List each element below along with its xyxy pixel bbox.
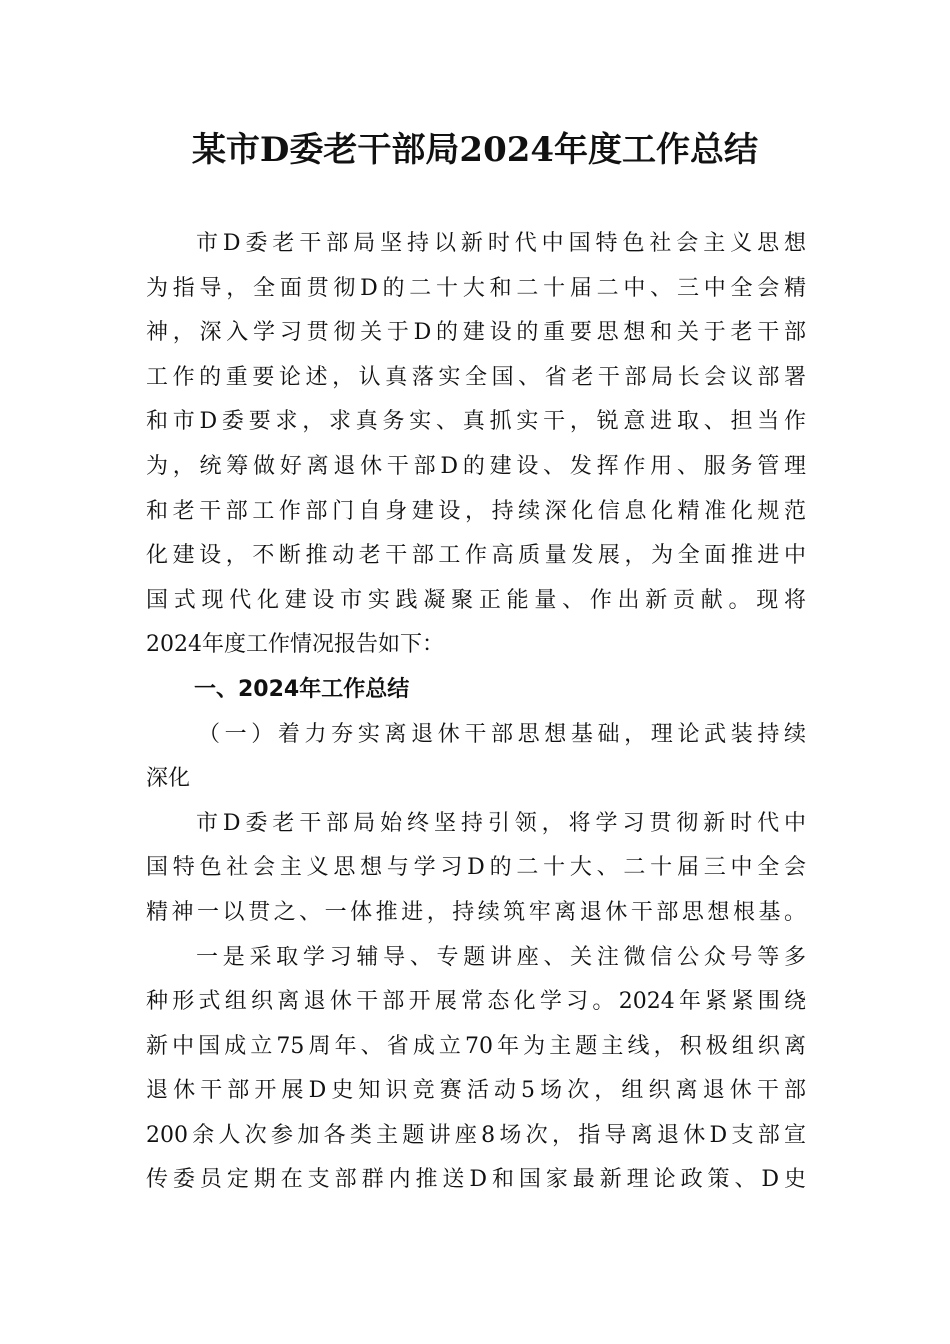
text-line: 市D委老干部局始终坚持引领，将学习贯彻新时代中 <box>196 810 806 836</box>
document-title: 某市D委老干部局2024年度工作总结 <box>191 130 759 170</box>
text-line: 2024年度工作情况报告如下： <box>146 632 444 658</box>
text-line: 工作的重要论述，认真落实全国、省老干部局长会议部署 <box>146 364 806 390</box>
text-line: 神，深入学习贯彻关于D的建设的重要思想和关于老干部 <box>146 320 806 346</box>
text-line: 国特色社会主义思想与学习D的二十大、二十届三中全会 <box>146 855 806 881</box>
intro-paragraph <box>146 222 806 668</box>
text-line: 精神一以贯之、一体推进，持续筑牢离退休干部思想根基。 <box>146 899 806 925</box>
text-line: 和市D委要求，求真务实、真抓实干，锐意进取、担当作 <box>146 409 806 435</box>
text-line: 退休干部开展D史知识竞赛活动5场次，组织离退休干部 <box>146 1078 806 1104</box>
text-line: 200余人次参加各类主题讲座8场次，指导离退休D支部宣 <box>146 1122 806 1148</box>
text-line: 为指导，全面贯彻D的二十大和二十届二中、三中全会精 <box>146 275 806 301</box>
text-line: 市D委老干部局坚持以新时代中国特色社会主义思想 <box>196 231 806 256</box>
text-line: 新中国成立75周年、省成立70年为主题主线，积极组织离 <box>146 1033 806 1059</box>
section-heading: 一、2024年工作总结 <box>194 676 410 702</box>
text-line: （一）着力夯实离退休干部思想基础，理论武装持续 <box>198 721 806 747</box>
text-line: 国式现代化建设市实践凝聚正能量、作出新贡献。现将 <box>146 587 806 613</box>
text-line: 一是采取学习辅导、专题讲座、关注微信公众号等多 <box>196 944 806 970</box>
paragraph <box>146 936 806 1204</box>
text-line: 和老干部工作部门自身建设，持续深化信息化精准化规范 <box>146 498 806 524</box>
text-line: 种形式组织离退休干部开展常态化学习。2024年紧紧围绕 <box>146 989 806 1015</box>
paragraph <box>146 802 806 936</box>
document-body <box>146 222 806 1203</box>
text-line: 为，统筹做好离退休干部D的建设、发挥作用、服务管理 <box>146 453 806 479</box>
subsection-heading <box>146 713 806 802</box>
text-line: 传委员定期在支部群内推送D和国家最新理论政策、D史 <box>146 1167 806 1193</box>
text-line: 深化 <box>146 766 191 792</box>
text-line: 化建设，不断推动老干部工作高质量发展，为全面推进中 <box>146 543 806 569</box>
